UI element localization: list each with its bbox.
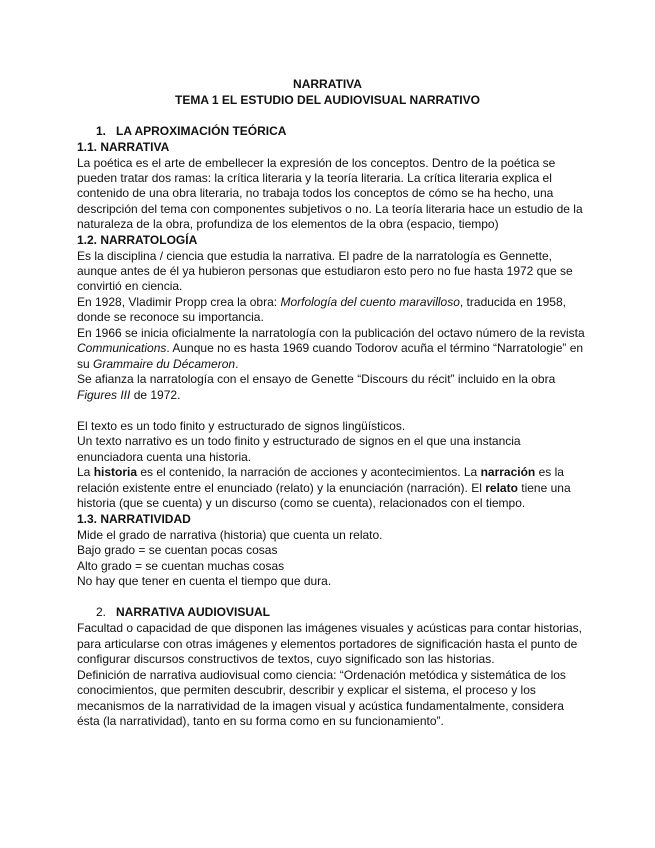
paragraph-line: Definición de narrativa audiovisual como ciencia: “Ordenación metódica y sistemática de los [77,668,566,682]
text-run: relación existente entre el enunciado (relato) y la enunciación (narración). El [77,481,486,495]
paragraph-line: configurar discursos constructivos de textos, cuyo significado son las historias. [77,652,495,666]
work-title: Grammaire du Décameron [93,357,236,371]
paragraph-line: Mide el grado de narrativa (historia) que cuenta un relato. [77,528,383,542]
work-title: Communications [77,341,167,355]
propp-line [77,295,577,310]
relato-line [77,481,577,496]
paragraph-line: En 1966 se inicia oficialmente la narratología con la publicación del octavo número de la revista [77,326,585,340]
text-run: , traducida en 1958, [459,295,566,309]
section-1-number: 1. [96,124,107,138]
term-relato: relato [485,481,518,495]
paragraph-line: No hay que tener en cuenta el tiempo que dura. [77,574,332,588]
document-title: NARRATIVA [293,77,362,91]
paragraph-line: Un texto narrativo es un todo finito y estructurado de signos en el que una instancia [77,434,521,448]
paragraph-line: Alto grado = se cuentan muchas cosas [77,559,285,573]
paragraph-line: para articularse con otras imágenes y elementos portadores de significación hasta el punto de [77,637,578,651]
grammaire-line [77,357,577,372]
paragraph-line: descripción del tema con componentes subjetivos o no. La teoría literaria hace un estudio de la [77,202,583,216]
historia-line [77,465,577,480]
text-run: su [77,357,94,371]
document-subtitle: TEMA 1 EL ESTUDIO DEL AUDIOVISUAL NARRATIVO [175,93,480,107]
text-run: es el contenido, la narración de acciones y acontecimientos. La [137,465,481,479]
paragraph-line: contenido de una obra literaria, no trabaja todos los conceptos de cómo se ha hecho, una [77,186,554,200]
paragraph-line: naturaleza de la obra, profundiza de los elementos de la obra (espacio, tiempo) [77,217,499,231]
paragraph-line: ésta (la narratividad), tanto en su forma como en su funcionamiento”. [77,714,444,728]
paragraph-line: pueden tratar dos ramas: la crítica literaria y la teoría literaria. La crítica literaria explica el [77,171,552,185]
paragraph-line: La poética es el arte de embellecer la expresión de los conceptos. Dentro de la poética se [77,156,556,170]
paragraph-line: Es la disciplina / ciencia que estudia la narrativa. El padre de la narratología es Gennette, [77,249,552,263]
paragraph-line: Bajo grado = se cuentan pocas cosas [77,543,278,557]
communications-line [77,341,584,356]
term-narracion: narración [480,465,536,479]
text-run: . [235,357,239,371]
paragraph-line: Facultad o capacidad de que disponen las imágenes visuales y acústicas para contar historias, [77,621,582,635]
text-run: es la [535,465,564,479]
text-run: En 1928, Vladimir Propp crea la obra: [77,295,281,309]
section-2-heading: NARRATIVA AUDIOVISUAL [116,605,270,619]
paragraph-line: convirtió en ciencia. [77,279,183,293]
paragraph-line: historia (que se cuenta) y un discurso (como se cuenta), relacionados con el tiempo. [77,496,526,510]
subsection-1-1-heading: 1.1. NARRATIVA [77,140,170,154]
work-title: Figures III [77,388,131,402]
subsection-1-2-heading: 1.2. NARRATOLOGÍA [77,233,198,247]
figures-line [77,388,577,403]
paragraph-line: El texto es un todo finito y estructurado de signos lingüísticos. [77,419,406,433]
text-run: La [77,465,94,479]
paragraph-line: donde se reconoce su importancia. [77,310,264,324]
section-1-heading: LA APROXIMACIÓN TEÓRICA [116,124,287,138]
paragraph-line: mecanismos de la narratividad de la imagen visual y acústica fundamentalmente, considera [77,699,564,713]
paragraph-line: Se afianza la narratología con el ensayo de Genette “Discours du récit” incluido en la obra [77,372,556,386]
work-title: Morfología del cuento maravilloso [280,295,460,309]
text-run: tiene una [517,481,571,495]
text-run: . Aunque no es hasta 1969 cuando Todorov acuña el término “Narratologie” en [166,341,584,355]
paragraph-line: conocimientos, que permiten descubrir, describir y explicar el sistema, el proceso y los [77,683,536,697]
paragraph-line: aunque antes de él ya hubieron personas que estudiaron esto pero no fue hasta 1972 que se [77,264,573,278]
subsection-1-3-heading: 1.3. NARRATIVIDAD [77,512,191,526]
text-run: de 1972. [130,388,181,402]
section-2-number: 2. [96,605,107,619]
term-historia: historia [93,465,138,479]
paragraph-line: enunciadora cuenta una historia. [77,450,252,464]
